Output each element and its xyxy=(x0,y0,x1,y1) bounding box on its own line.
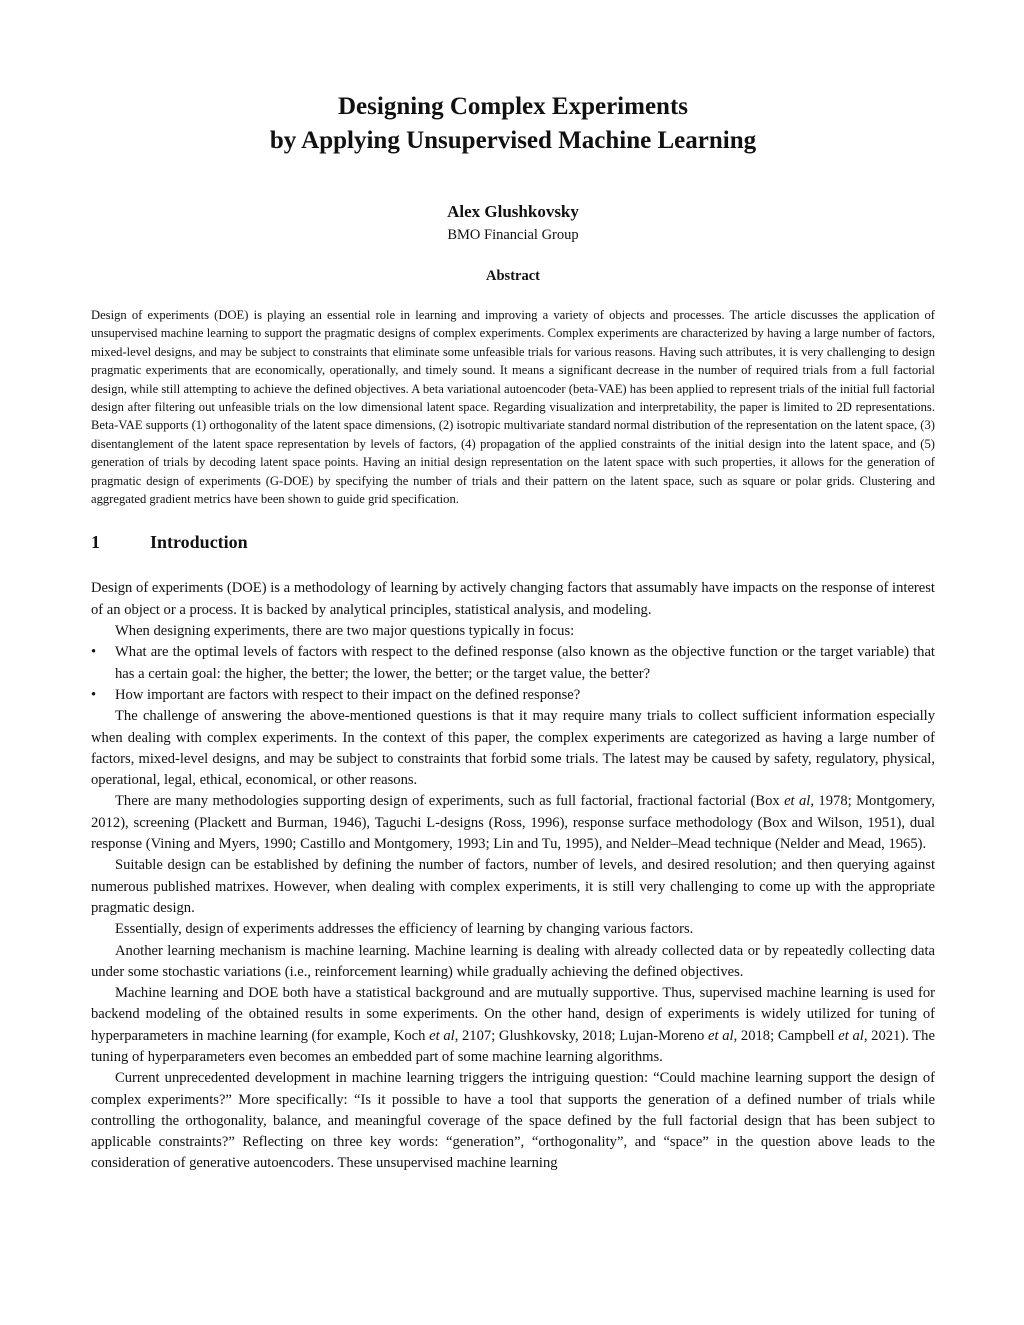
section-title: Introduction xyxy=(150,532,248,553)
intro-paragraph-5: Suitable design can be established by defining the number of factors, number of levels, and desired resolution; and then querying against numerous published matrixes. However, when dealing with complex experiments, it is still very challenging to come up with the appropriate pragmatic design. xyxy=(91,857,935,916)
intro-paragraph-4 xyxy=(91,791,935,855)
bullet-text-1: What are the optimal levels of factors with respect to the defined response (also known as the objective function or the target variable) that has a certain goal: the higher, the better; the lower, the better; or the target value, the better? xyxy=(115,644,935,682)
paragraph-4-text-a: There are many methodologies supporting design of experiments, such as full factorial, fractional factorial (Box xyxy=(115,793,785,810)
intro-paragraph-3: The challenge of answering the above-mentioned questions is that it may require many trials to collect sufficient information especially when dealing with complex experiments. In the context of this paper, the complex experiments are categorized as having a large number of factors, mixed-level designs, and may be subject to constraints that forbid some trials. The latest may be caused by safety, regulatory, physical, operational, legal, ethical, economical, or other reasons. xyxy=(91,708,935,789)
section-heading xyxy=(91,531,935,553)
title-line-1: Designing Complex Experiments xyxy=(338,93,688,120)
citation-et-al: et al xyxy=(838,1027,864,1044)
intro-paragraph-2: When designing experiments, there are two major questions typically in focus: xyxy=(115,623,575,640)
paragraph-8-text-d: , 2021). The tuning of hyperparameters even becomes an embedded part of some machine learning algorithms. xyxy=(91,1027,935,1065)
paragraph-8-text-c: , 2018; Campbell xyxy=(733,1027,839,1044)
intro-paragraph-1: Design of experiments (DOE) is a methodology of learning by actively changing factors that assumably have impacts on the response of interest of an object or a process. It is backed by analytical principles, statistical analysis, and modeling. xyxy=(91,580,935,618)
citation-et-al: et al xyxy=(784,793,811,810)
intro-paragraph-9: Current unprecedented development in machine learning triggers the intriguing question: “Could machine learning support the design of complex experiments?” More specifically: “Is it possible to have a tool that supports the generation of a defined number of trials while controlling the orthogonality, balance, and meaningful coverage of the space defined by the full factorial design that has been subject to applicable constraints?” Reflecting on three key words: “generation”, “orthogonality”, and “space” in the question above leads to the consideration of generative autoencoders. These unsupervised machine learning xyxy=(91,1070,935,1172)
bullet-text-2: How important are factors with respect to their impact on the defined response? xyxy=(115,686,581,703)
paragraph-8-text-a: Machine learning and DOE both have a statistical background and are mutually supportive. Thus, supervised machine learning is used for backend modeling of the obtained results in some experiments. On the other hand, design of experiments is widely utilized for tuning of hyperparameters in machine learning (for example, Koch xyxy=(91,985,935,1044)
list-item xyxy=(91,642,935,685)
paragraph-8-text-b: , 2107; Glushkovsky, 2018; Lujan-Moreno xyxy=(454,1027,709,1044)
section-number: 1 xyxy=(91,532,100,553)
author-name: Alex Glushkovsky xyxy=(447,202,579,221)
bullet-icon: • xyxy=(91,644,97,661)
introduction-body xyxy=(91,578,935,1174)
bullet-icon: • xyxy=(91,686,97,703)
intro-paragraph-8 xyxy=(91,983,935,1068)
paper-page xyxy=(91,90,935,1175)
intro-paragraph-6: Essentially, design of experiments addresses the efficiency of learning by changing various factors. xyxy=(115,921,694,938)
paper-title xyxy=(91,90,935,158)
intro-paragraph-7: Another learning mechanism is machine learning. Machine learning is dealing with already collected data or by repeatedly collecting data under some stochastic variations (i.e., reinforcement learning) while gradually achieving the defined objectives. xyxy=(91,942,935,980)
citation-et-al: et al xyxy=(429,1027,455,1044)
abstract-heading: Abstract xyxy=(486,268,540,284)
paragraph-4-text-b: , 1978; Montgomery, 2012), screening (Plackett and Burman, 1946), Taguchi L-designs (Ross, 1996), response surface methodology (Box and Wilson, 1951), dual response (Vining and Myers, 1990; Castillo and Montgomery, 1993; Lin and Tu, 1995), and Nelder–Mead technique (Nelder and Mead, 1965). xyxy=(91,793,935,853)
citation-et-al: et al xyxy=(708,1027,734,1044)
title-line-2: by Applying Unsupervised Machine Learning xyxy=(269,127,757,154)
author-affiliation: BMO Financial Group xyxy=(447,227,579,243)
list-item xyxy=(91,685,935,706)
abstract-text: Design of experiments (DOE) is playing an essential role in learning and improving a variety of objects and processes. The article discusses the application of unsupervised machine learning to support the pragmatic designs of complex experiments. Complex experiments are characterized by having a large number of factors, mixed-level designs, and may be subject to constraints that eliminate some unfeasible trials for various reasons. Having such attributes, it is very challenging to design pragmatic experiments that are economically, operationally, and timely sound. It means a significant decrease in the number of required trials from a full factorial design, while still attempting to achieve the defined objectives. A beta variational autoencoder (beta-VAE) has been applied to represent trials of the initial full factorial design after filtering out unfeasible trials on the low dimensional latent space. Regarding visualization and interpretability, the paper is limited to 2D representations. Beta-VAE supports (1) orthogonality of the latent space dimensions, (2) isotropic multivariate standard normal distribution of the representation on the latent space, (3) disentanglement of the latent space representation by levels of factors, (4) propagation of the applied constraints of the initial design into the latent space, and (5) generation of trials by decoding latent space points. Having an initial design representation on the latent space with such properties, it allows for the generation of pragmatic design of experiments (G-DOE) by specifying the number of trials and their pattern on the latent space, such as square or polar grids. Clustering and aggregated gradient metrics have been shown to guide grid specification. xyxy=(91,308,935,507)
